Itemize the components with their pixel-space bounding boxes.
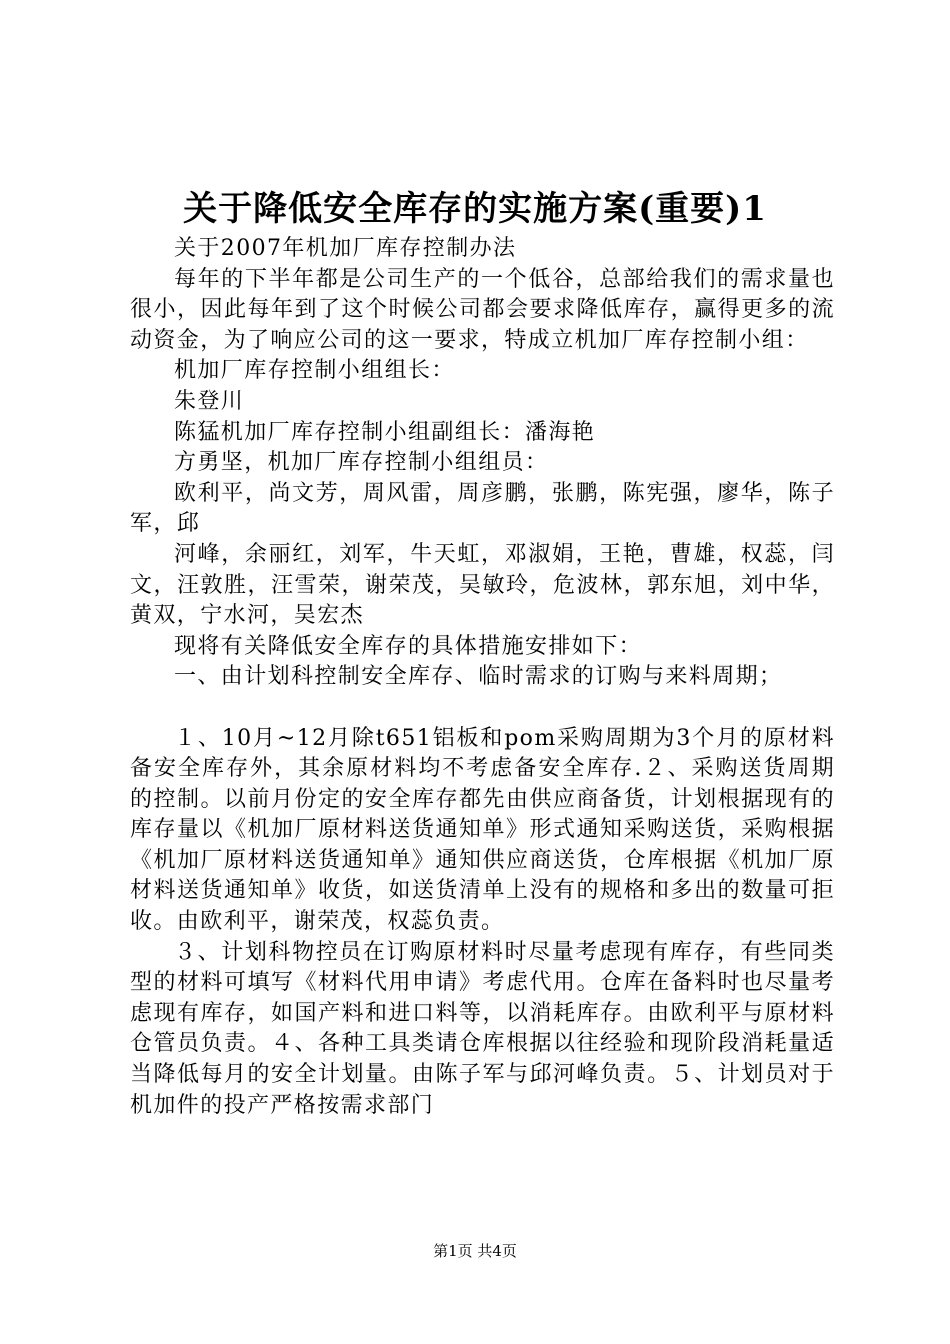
- document-body: [130, 234, 835, 1121]
- paragraph: 方勇坚，机加厂库存控制小组组员：: [174, 450, 549, 476]
- paragraph: 机加厂库存控制小组组长：: [174, 358, 455, 384]
- paragraph: 每年的下半年都是公司生产的一个低谷，总部给我们的需求量也很小，因此每年到了这个时候公司都会要求降低库存，赢得更多的流动资金，为了响应公司的这一要求，特成立机加厂库存控制小组：: [130, 266, 835, 353]
- blank-line: [130, 693, 835, 724]
- page-footer: 第1页 共4页: [433, 1242, 517, 1260]
- paragraph: 朱登川: [174, 388, 245, 414]
- paragraph: 欧利平，尚文芳，周风雷，周彦鹏，张鹏，陈宪强，廖华，陈子军，邱: [130, 480, 835, 537]
- paragraph: 河峰，余丽红，刘军，牛天虹，邓淑娟，王艳，曹雄，权蕊，闫文，汪敦胜，汪雪荣，谢荣茂，吴敏玲，危波林，郭东旭，刘中华，黄双，宁水河，吴宏杰: [130, 541, 835, 629]
- paragraph: ３、计划科物控员在订购原材料时尽量考虑现有库存，有些同类型的材料可填写《材料代用申请》考虑代用。仓库在备料时也尽量考虑现有库存，如国产料和进口料等，以消耗库存。由欧利平与原材料仓管员负责。４、各种工具类请仓库根据以往经验和现阶段消耗量适当降低每月的安全计划量。由陈子军与邱河峰负责。５、计划员对于机加件的投产严格按需求部门: [130, 939, 835, 1118]
- document-title: 关于降低安全库存的实施方案(重要)1: [183, 189, 767, 229]
- paragraph: 一、由计划科控制安全库存、临时需求的订购与来料周期；: [174, 664, 783, 690]
- paragraph: 陈猛机加厂库存控制小组副组长：潘海艳: [174, 419, 596, 445]
- paragraph: 现将有关降低安全库存的具体措施安排如下：: [174, 633, 643, 659]
- paragraph: １、10月~12月除t651铝板和pom采购周期为3个月的原材料备安全库存外，其余原材料均不考虑备安全库存.２、采购送货周期的控制。以前月份定的安全库存都先由供应商备货，计划根据现有的库存量以《机加厂原材料送货通知单》形式通知采购送货，采购根据《机加厂原材料送货通知单》通知供应商送货，仓库根据《机加厂原材料送货通知单》收货，如送货清单上没有的规格和多出的数量可拒收。由欧利平，谢荣茂，权蕊负责。: [130, 725, 835, 935]
- paragraph: 关于2007年机加厂库存控制办法: [174, 236, 517, 261]
